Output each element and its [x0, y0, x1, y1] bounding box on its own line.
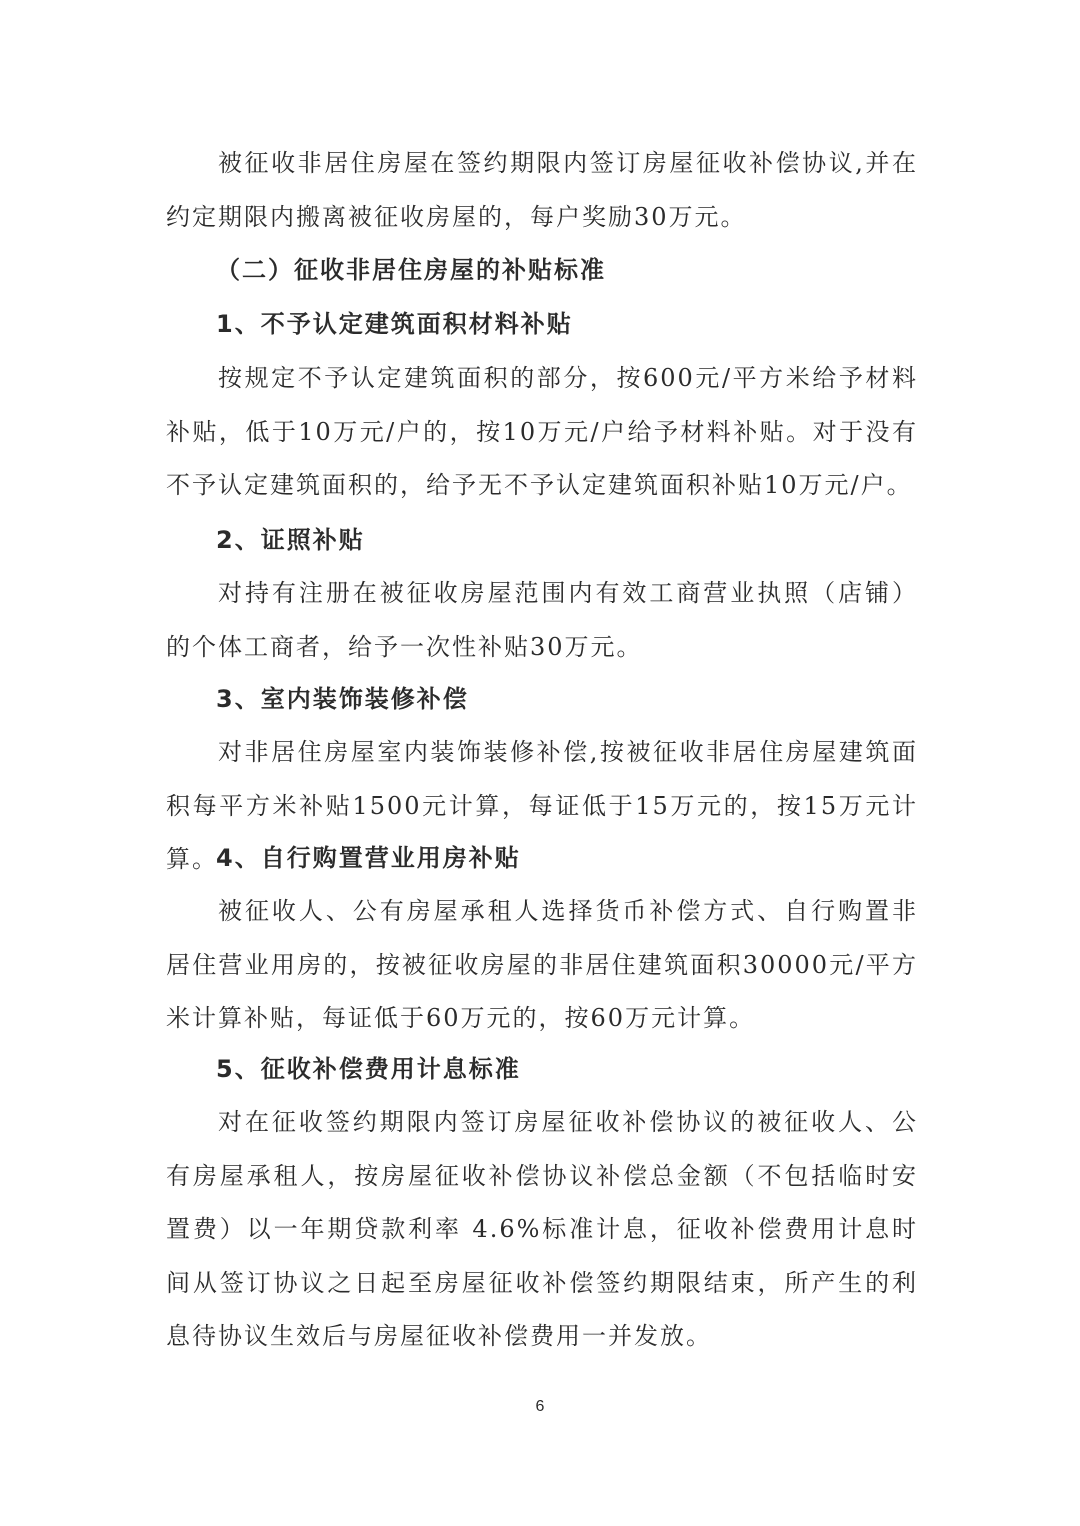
paragraph-decoration-compensation: 对非居住房屋室内装饰装修补偿,按被征收非居住房屋建筑面积每平方米补贴1500元计算，每证低于15万元的，按15万元计算。: [166, 738, 918, 873]
heading-self-purchase-subsidy: 4、自行购置营业用房补贴: [216, 844, 521, 872]
heading-material-subsidy: 1、不予认定建筑面积材料补贴: [216, 310, 573, 338]
heading-license-subsidy: 2、证照补贴: [216, 526, 365, 554]
paragraph-material-subsidy: 按规定不予认定建筑面积的部分，按600元/平方米给予材料补贴，低于10万元/户的，按10万元/户给予材料补贴。对于没有不予认定建筑面积的，给予无不予认定建筑面积补贴10万元/户。: [166, 364, 918, 499]
heading-decoration-compensation: 3、室内装饰装修补偿: [216, 685, 469, 713]
page-number: 6: [535, 1398, 545, 1415]
paragraph-reward: 被征收非居住房屋在签约期限内签订房屋征收补偿协议,并在约定期限内搬离被征收房屋的，每户奖励30万元。: [166, 149, 918, 231]
paragraph-interest-standard: 对在征收签约期限内签订房屋征收补偿协议的被征收人、公有房屋承租人，按房屋征收补偿协议补偿总金额（不包括临时安置费）以一年期贷款利率 4.6%标准计息，征收补偿费用计息时间从签订协议之日起至房屋征收补偿签约期限结束，所产生的利息待协议生效后与房屋征收补偿费用一并发放。: [166, 1108, 918, 1350]
paragraph-self-purchase-subsidy: 被征收人、公有房屋承租人选择货币补偿方式、自行购置非居住营业用房的，按被征收房屋的非居住建筑面积30000元/平方米计算补贴，每证低于60万元的，按60万元计算。: [166, 897, 918, 1032]
section-heading-subsidy-standard: （二）征收非居住房屋的补贴标准: [216, 256, 606, 284]
paragraph-license-subsidy: 对持有注册在被征收房屋范围内有效工商营业执照（店铺）的个体工商者，给予一次性补贴30万元。: [166, 579, 918, 661]
heading-interest-standard: 5、征收补偿费用计息标准: [216, 1055, 521, 1083]
